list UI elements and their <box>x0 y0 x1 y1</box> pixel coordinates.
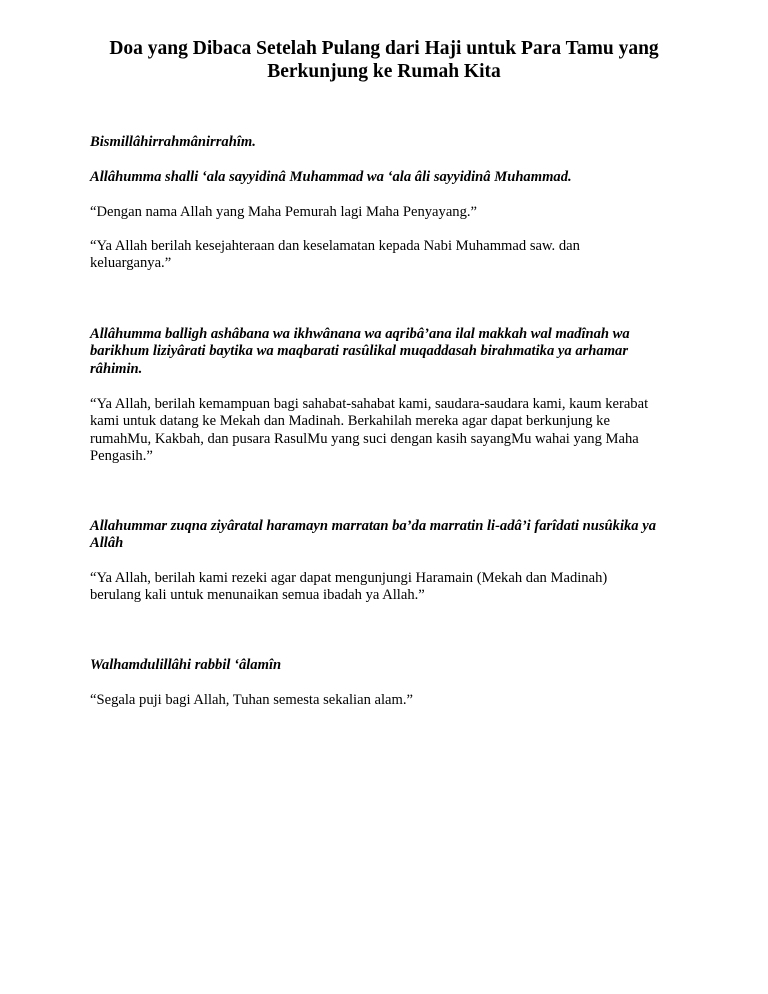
doa-2-translation <box>90 570 680 605</box>
doa-2-translation-line: berulang kali untuk menunaikan semua ibadah ya Allah.” <box>90 587 425 604</box>
title-line-1: Doa yang Dibaca Setelah Pulang dari Haji untuk Para Tamu yang <box>109 38 659 59</box>
salawat-translation <box>90 238 680 273</box>
salawat-translation-line: keluarganya.” <box>90 255 172 272</box>
doa-1-translation-line: “Ya Allah, berilah kemampuan bagi sahabat-sahabat kami, saudara-saudara kami, kaum kerabat <box>90 396 649 412</box>
doa-2-arabic-transliteration <box>90 518 680 553</box>
title-line-2: Berkunjung ke Rumah Kita <box>267 61 501 82</box>
doa-1-translation-line: rumahMu, Kakbah, dan pusara RasulMu yang suci dengan kasih sayangMu wahai yang Maha <box>90 430 639 447</box>
doa-1-arabic-transliteration <box>90 326 680 378</box>
closing-text: Walhamdulillâhi rabbil ‘âlamîn <box>90 657 282 673</box>
basmalah-translation: “Dengan nama Allah yang Maha Pemurah lagi Maha Penyayang.” <box>90 204 478 220</box>
doa-1-line: barikhum liziyârati baytika wa maqbarati rasûlikal muqaddasah birahmatika ya arhamar <box>90 343 629 360</box>
basmalah-text: Bismillâhirrahmânirrahîm. <box>90 134 256 150</box>
doa-2-translation-line: “Ya Allah, berilah kami rezeki agar dapat mengunjungi Haramain (Mekah dan Madinah) <box>90 570 608 586</box>
doa-1-line: râhimin. <box>90 360 143 377</box>
salawat-text: Allâhumma shalli ‘ala sayyidinâ Muhammad wa ‘ala âli sayyidinâ Muhammad. <box>90 169 572 185</box>
doa-2-line: Allâh <box>90 535 124 552</box>
doa-1-translation <box>90 396 680 466</box>
closing-translation: “Segala puji bagi Allah, Tuhan semesta sekalian alam.” <box>90 692 414 708</box>
salawat-translation-line: “Ya Allah berilah kesejahteraan dan keselamatan kepada Nabi Muhammad saw. dan <box>90 238 580 254</box>
doa-1-translation-line: Pengasih.” <box>90 448 153 465</box>
doa-1-line: Allâhumma balligh ashâbana wa ikhwânana wa aqribâ’ana ilal makkah wal madînah wa <box>90 326 630 342</box>
doa-2-line: Allahummar zuqna ziyâratal haramayn marratan ba’da marratin li-adâ’i farîdati nusûkika ya <box>90 518 657 534</box>
doa-1-translation-line: kami untuk datang ke Mekah dan Madinah. Berkahilah mereka agar dapat berkunjung ke <box>90 413 610 430</box>
document-title <box>60 37 708 83</box>
